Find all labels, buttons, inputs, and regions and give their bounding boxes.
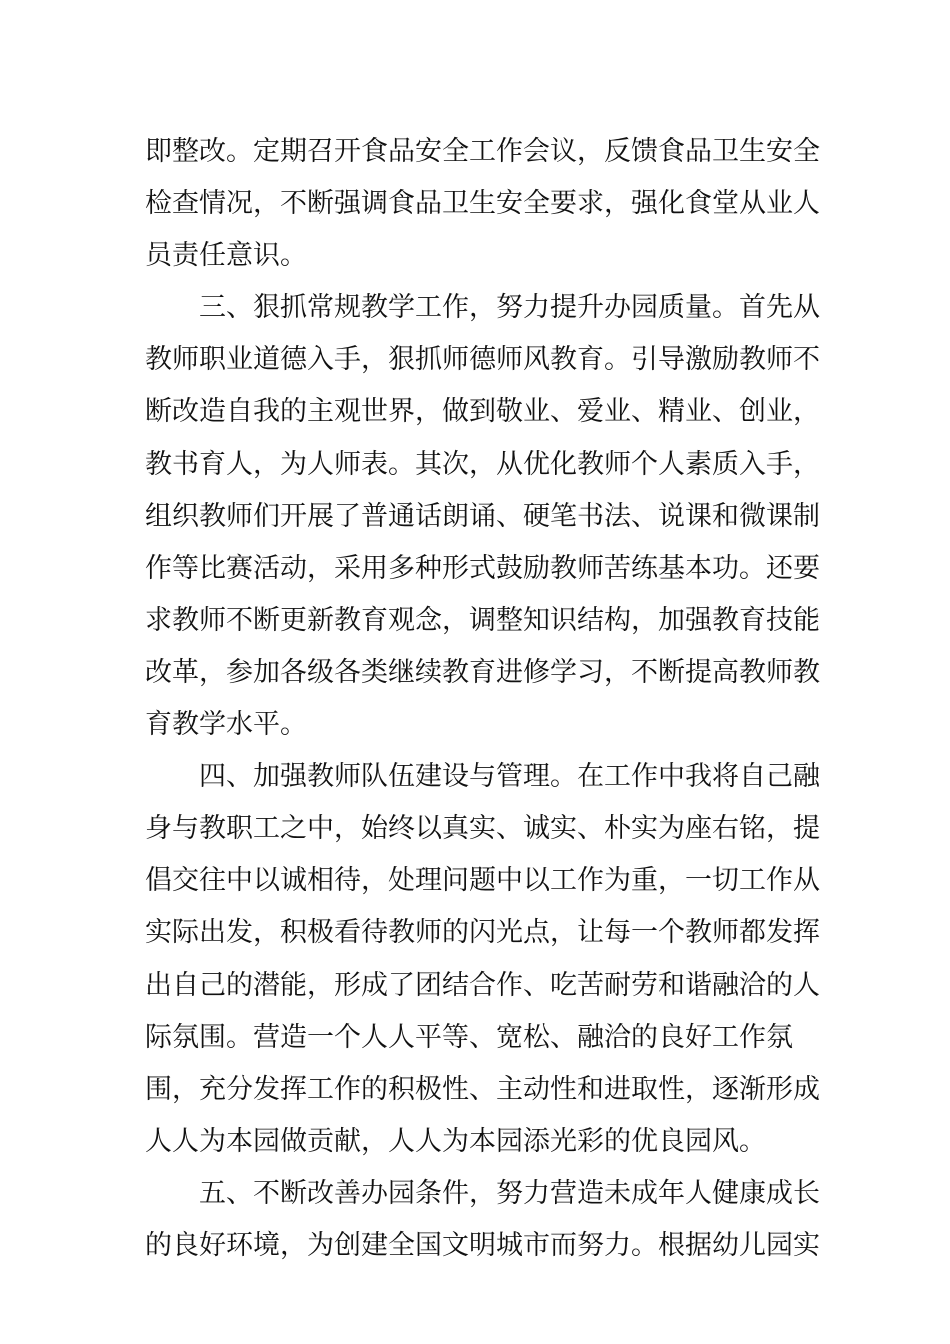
text-line: 实际出发，积极看待教师的闪光点，让每一个教师都发挥	[145, 917, 820, 949]
text-line: 的良好环境，为创建全国文明城市而努力。根据幼儿园实	[145, 1229, 820, 1261]
text-line: 教师职业道德入手，狠抓师德师风教育。引导激励教师不	[145, 344, 820, 376]
paragraph-section-5	[145, 1168, 820, 1272]
text-line: 五、不断改善办园条件，努力营造未成年人健康成长	[199, 1177, 820, 1209]
text-line: 员责任意识。	[145, 240, 307, 272]
text-line: 人人为本园做贡献，人人为本园添光彩的优良园风。	[145, 1125, 766, 1157]
text-line: 作等比赛活动，采用多种形式鼓励教师苦练基本功。还要	[145, 552, 820, 584]
text-line: 倡交往中以诚相待，处理问题中以工作为重，一切工作从	[145, 865, 820, 897]
paragraph-continued	[145, 126, 820, 282]
text-line: 际氛围。营造一个人人平等、宽松、融洽的良好工作氛	[145, 1021, 793, 1053]
document-body	[145, 126, 820, 1272]
text-line: 改革，参加各级各类继续教育进修学习，不断提高教师教	[145, 656, 820, 688]
text-line: 即整改。定期召开食品安全工作会议，反馈食品卫生安全	[145, 136, 820, 167]
text-line: 教书育人，为人师表。其次，从优化教师个人素质入手，	[145, 448, 820, 480]
text-line: 断改造自我的主观世界，做到敬业、爱业、精业、创业，	[145, 396, 820, 428]
text-line: 围，充分发挥工作的积极性、主动性和进取性，逐渐形成	[145, 1073, 820, 1105]
text-line: 求教师不断更新教育观念，调整知识结构，加强教育技能	[145, 604, 820, 636]
text-line: 三、狠抓常规教学工作，努力提升办园质量。首先从	[199, 292, 820, 324]
text-line: 育教学水平。	[145, 709, 307, 741]
paragraph-section-3	[145, 282, 820, 751]
text-line: 检查情况，不断强调食品卫生安全要求，强化食堂从业人	[145, 188, 820, 220]
text-line: 四、加强教师队伍建设与管理。在工作中我将自己融	[199, 761, 820, 793]
text-line: 出自己的潜能，形成了团结合作、吃苦耐劳和谐融洽的人	[145, 969, 820, 1001]
text-line: 身与教职工之中，始终以真实、诚实、朴实为座右铭，提	[145, 813, 820, 845]
text-line: 组织教师们开展了普通话朗诵、硬笔书法、说课和微课制	[145, 500, 820, 532]
paragraph-section-4	[145, 751, 820, 1168]
